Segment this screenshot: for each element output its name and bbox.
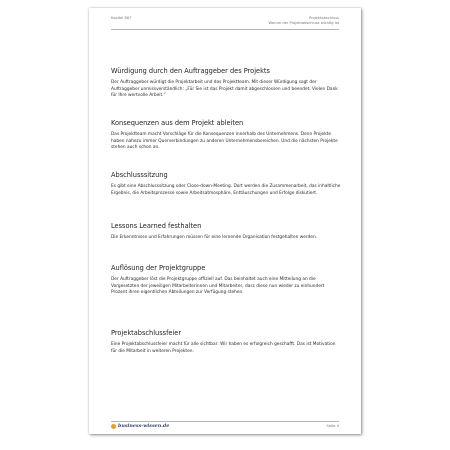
logo-text: business-wissen.de (118, 423, 170, 429)
footer-divider (111, 421, 339, 422)
section-heading: Lessons Learned festhalten (111, 222, 202, 230)
section-paragraph: Die Erkenntnisse und Erfahrungen müssen für eine lernende Organisation festgehalten werden. (111, 235, 318, 240)
section-heading: Auflösung der Projektgruppe (111, 264, 206, 272)
header-chapter: Kapitel 887 (111, 16, 132, 20)
section-abschlusssitzung (111, 171, 341, 197)
section-aufloesung (111, 264, 341, 297)
section-heading: Konsequenzen aus dem Projekt ableiten (111, 119, 244, 127)
header-title (268, 16, 339, 26)
footer-logo (111, 423, 169, 430)
section-paragraph: Der Auftraggeber würdigt die Projektarbeit und das Projektteam. Mit dieser Würdigung sagt der Auftraggeber unmissverständlich: „Für Sie ist das Projekt damit abgeschlossen und beendet. Vielen Dank für Ihre wertvolle Arbeit.“ (111, 80, 338, 99)
section-paragraph: Das Projektteam macht Vorschläge für die Konsequenzen innerhalb des Unternehmens. Denn Projekte haben nahezu immer Querverbindungen zu anderen Unternehmensbereichen. Und die nächsten Projekte stehen auch schon an. (111, 132, 338, 151)
header-title-line1: Projektabschluss (308, 16, 339, 20)
page-number: Seite 4 (326, 424, 339, 428)
section-heading: Abschlusssitzung (111, 171, 168, 179)
section-heading: Würdigung durch den Auftraggeber des Projekts (111, 67, 270, 75)
header-title-line2: Warum der Projektabschluss wichtig ist (268, 21, 339, 26)
section-heading: Projektabschlussfeier (111, 329, 182, 337)
section-konsequenzen (111, 119, 341, 152)
header-divider (111, 29, 339, 30)
section-paragraph: Eine Projektabschlussfeier macht für alle sichtbar: Wir haben es erfolgreich geschafft. Das ist Motivation für die Mitarbeit in weiteren Projekten. (111, 342, 336, 354)
logo-dot-icon (111, 424, 116, 429)
section-paragraph: Es gibt eine Abschlusssitzung oder Close-down-Meeting. Dort werden die Zusammenarbeit, das inhaltliche Ergebnis, die Arbeitsprozesse sowie Arbeitsatmosphäre, Enttäuschungen und Erfolge diskutiert. (111, 184, 341, 196)
section-abschlussfeier (111, 329, 341, 355)
section-lessons-learned (111, 222, 341, 242)
section-paragraph: Der Auftraggeber löst die Projektgruppe offiziell auf. Das beinhaltet auch eine Mitteilung an die Vorgesetzten der jeweiligen Mitarbeiterinnen und Mitarbeiter, dass diese nun wieder zu einhundert Prozent ihren eigentlichen Abteilungen zur Verfügung stehen. (111, 277, 325, 296)
document-page (89, 8, 361, 434)
section-wuerdigung (111, 67, 341, 100)
